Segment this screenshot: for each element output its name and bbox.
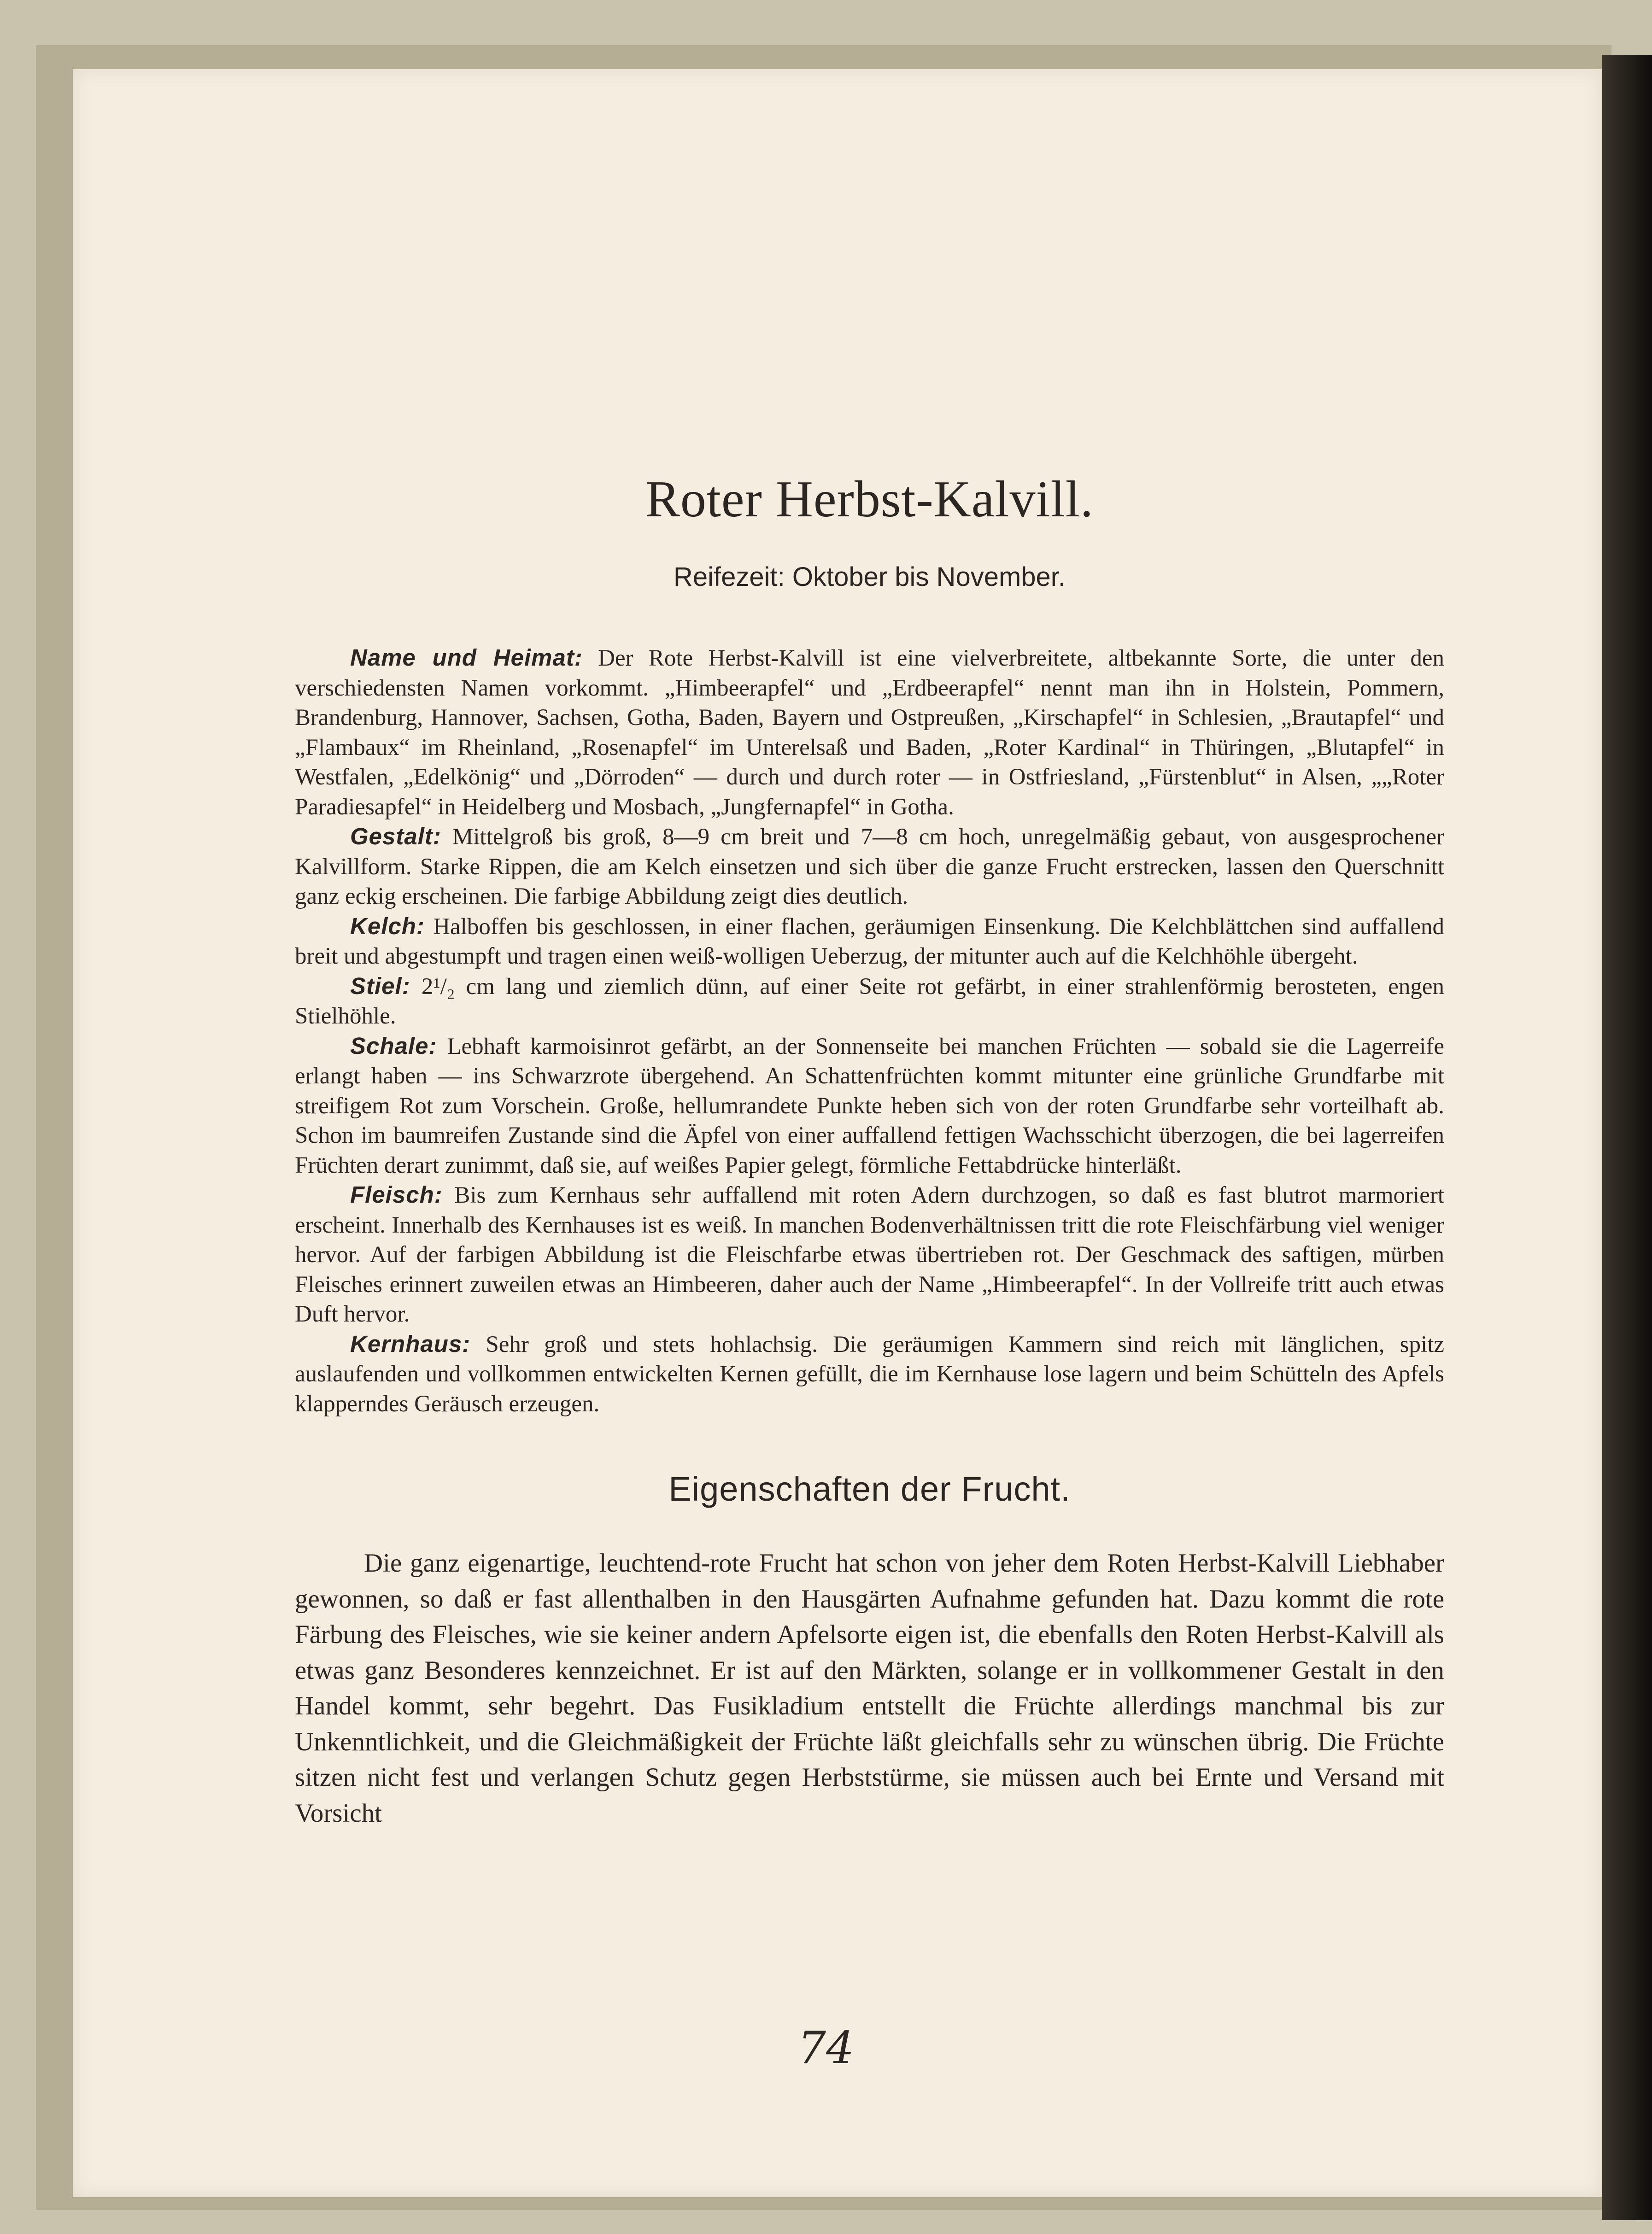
section-lead: Stiel: — [350, 972, 410, 999]
section-lead: Name und Heimat: — [350, 644, 583, 671]
page-content — [295, 470, 1444, 1831]
ripening-time-value: Oktober bis November. — [792, 562, 1066, 592]
section-text: 2¹/₂ cm lang und ziemlich dünn, auf einer Seite rot gefärbt, in einer strahlenförmig berosteten, engen Stielhöhle. — [295, 973, 1445, 1029]
section-text: Mittelgroß bis groß, 8—9 cm breit und 7—8 cm hoch, unregelmäßig gebaut, von ausgesprochener Kalvillform. Starke Rippen, die am Kelch einsetzen und sich über die ganze Frucht erstrecken, lassen den Querschnitt ganz eckig erscheinen. Die farbige Abbildung zeigt dies deutlich. — [295, 824, 1444, 909]
eigenschaften-paragraph: Die ganz eigenartige, leuchtend-rote Frucht hat schon von jeher dem Roten Herbst-Kalvill Liebhaber gewonnen, so daß er fast allenthalben in den Hausgärten Aufnahme gefunden hat. Dazu kommt die rote Färbung des Fleisches, wie sie keiner andern Apfelsorte eigen ist, die ebenfalls den Roten Herbst-Kalvill als etwas ganz Besonderes kennzeichnet. Er ist auf den Märkten, solange er in vollkommener Gestalt in den Handel kommt, sehr begehrt. Das Fusikladium entstellt die Früchte allerdings manchmal bis zur Unkenntlichkeit, und die Gleichmäßigkeit der Früchte läßt gleichfalls sehr zu wünschen übrig. Die Früchte sitzen nicht fest und verlangen Schutz gegen Herbststürme, sie müssen auch bei Ernte und Versand mit Vorsicht — [295, 1549, 1444, 1828]
section-kernhaus — [295, 1329, 1444, 1419]
ripening-time — [295, 561, 1444, 592]
section-gestalt — [295, 822, 1444, 912]
section-lead: Fleisch: — [350, 1181, 443, 1208]
section-schale — [295, 1031, 1444, 1181]
section-text: Sehr groß und stets hohlachsig. Die geräumigen Kammern sind reich mit länglichen, spitz auslaufenden und vollkommen entwickelten Kernen gefüllt, die im Kernhause lose lagern und beim Schütteln des Apfels klapperndes Geräusch erzeugen. — [295, 1331, 1445, 1417]
page-number: 74 — [797, 2022, 855, 2074]
section-name-und-heimat — [295, 643, 1444, 822]
section-lead: Schale: — [350, 1032, 437, 1059]
section-heading-eigenschaften: Eigenschaften der Frucht. — [668, 1470, 1071, 1508]
ripening-time-label: Reifezeit: — [673, 562, 785, 592]
section-fleisch — [295, 1180, 1444, 1329]
section-kelch — [295, 912, 1444, 971]
page-title: Roter Herbst-Kalvill. — [645, 471, 1094, 528]
section-lead: Kelch: — [350, 912, 425, 939]
section-text: Der Rote Herbst-Kalvill ist eine vielverbreitete, altbekannte Sorte, die unter den verschiedensten Namen vorkommt. „Himbeerapfel“ und „Erdbeerapfel“ nennt man ihn in Holstein, Pommern, Brandenburg, Hannover, Sachsen, Gotha, Baden, Bayern und Ostpreußen, „Kirschapfel“ in Schlesien, „Brautapfel“ und „Flambaux“ im Rheinland, „Rosenapfel“ im Unterelsaß und Baden, „Roter Kardinal“ in Thüringen, „Blutapfel“ in Westfalen, „Edelkönig“ und „Dörroden“ — durch und durch roter — in Ostfriesland, „Fürstenblut“ in Alsen, „„Roter Paradiesapfel“ in Heidelberg und Mosbach, „Jungfernapfel“ in Gotha. — [295, 645, 1445, 820]
section-stiel — [295, 971, 1444, 1031]
section-lead: Kernhaus: — [350, 1330, 471, 1357]
section-text: Halboffen bis geschlossen, in einer flachen, geräumigen Einsenkung. Die Kelchblättchen sind auffallend breit und abgestumpft und tragen einen weiß-wolligen Ueberzug, der mitunter auch auf die Kelchhöhle übergeht. — [295, 913, 1444, 969]
book-gutter — [1602, 55, 1652, 2220]
section-text: Lebhaft karmoisinrot gefärbt, an der Sonnenseite bei manchen Früchten — sobald sie die Lagerreife erlangt haben — ins Schwarzrote übergehend. An Schattenfrüchten kommt mitunter eine grünliche Grundfarbe mit streifigem Rot zum Vorschein. Große, hellumrandete Punkte heben sich von der roten Grundfarbe sehr vorteilhaft ab. Schon im baumreifen Zustande sind die Äpfel von einer auffallend fettigen Wachsschicht überzogen, die bei lagerreifen Früchten derart zunimmt, daß sie, auf weißes Papier gelegt, förmliche Fettabdrücke hinterläßt. — [295, 1033, 1445, 1178]
section-text: Bis zum Kernhaus sehr auffallend mit roten Adern durchzogen, so daß es fast blutrot marmoriert erscheint. Innerhalb des Kernhauses ist es weiß. In manchen Bodenverhältnissen tritt die rote Fleischfärbung viel weniger hervor. Auf der farbigen Abbildung ist die Fleischfarbe etwas übertrieben rot. Der Geschmack des saftigen, mürben Fleisches erinnert zuweilen etwas an Himbeeren, daher auch der Name „Himbeerapfel“. In der Vollreife tritt auch etwas Duft hervor. — [295, 1182, 1444, 1327]
section-lead: Gestalt: — [350, 823, 441, 849]
